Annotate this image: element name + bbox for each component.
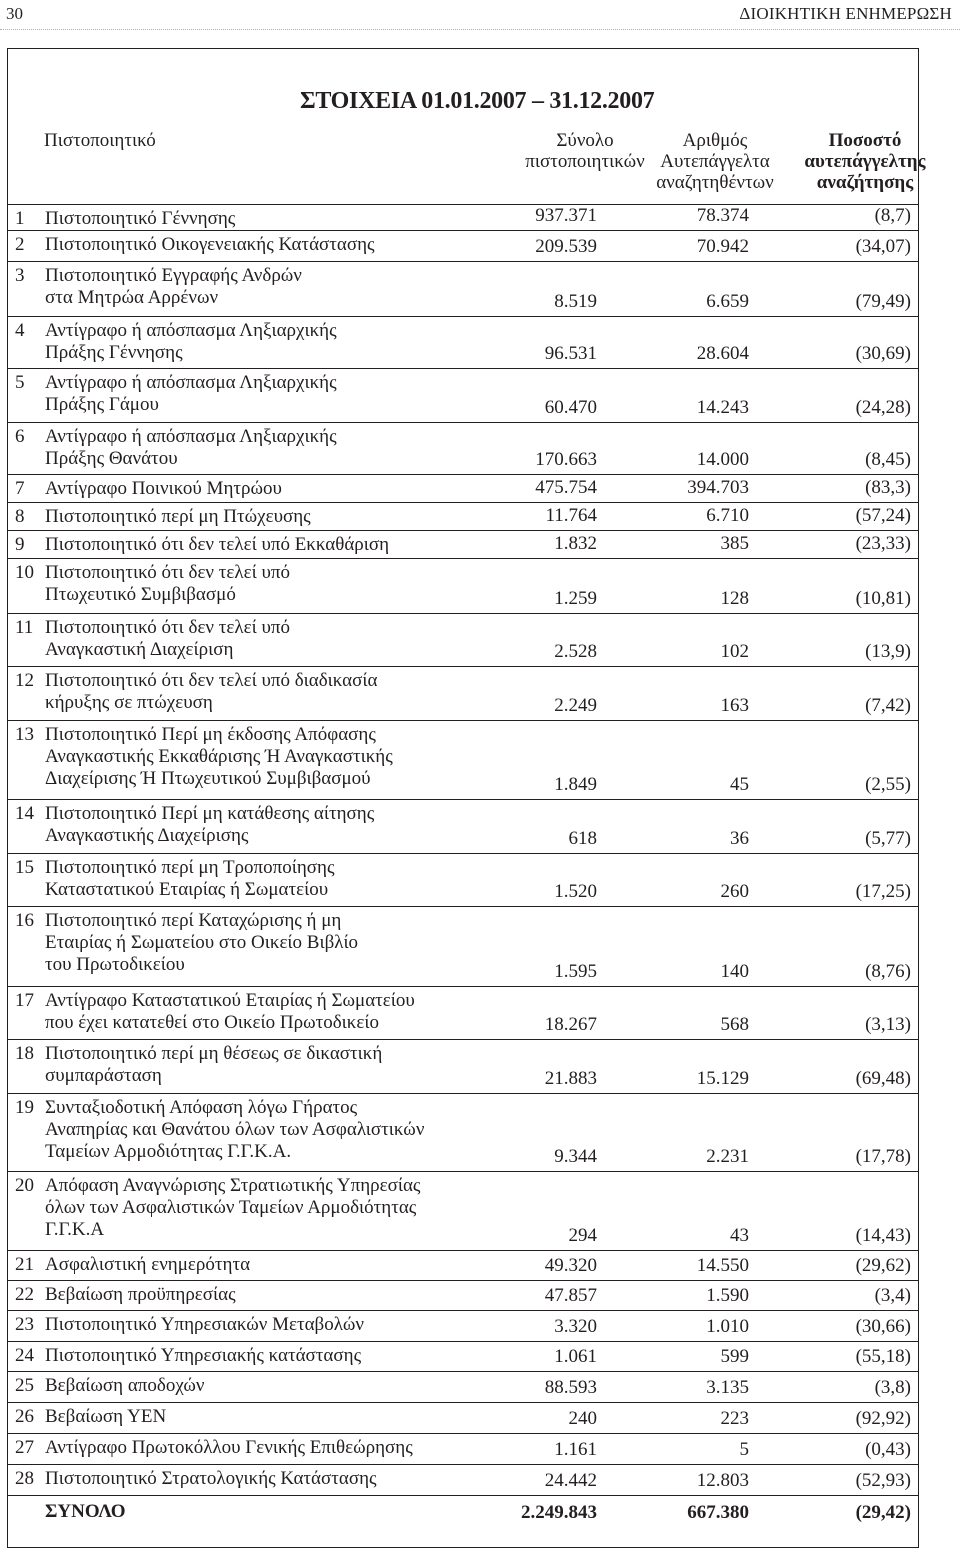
cell-total: 96.531 [544,343,597,364]
cell-auto: 28.604 [696,343,749,364]
cell-auto: 14.000 [696,449,749,470]
row-label [45,724,495,790]
row-label-line: Πιστοποιητικό ότι δεν τελεί υπό Εκκαθάριση [45,534,390,555]
row-label [45,1097,495,1163]
row-label-line: Πιστοποιητικό Περί μη έκδοσης Απόφασης [45,724,376,745]
cell-total: 240 [568,1408,597,1429]
header-auto-line: Αριθμός [682,130,748,151]
table-row [7,720,919,799]
row-label [45,506,495,528]
table-row [7,474,919,502]
table-row [7,1341,919,1371]
row-number: 10 [15,562,34,583]
cell-total: 2.249 [554,695,597,716]
row-label-line: Πιστοποιητικό ότι δεν τελεί υπό διαδικασία [45,670,378,691]
cell-total: 1.520 [554,881,597,902]
row-label [45,803,495,847]
header-total-line: Σύνολο [556,130,614,151]
cell-percent: (3,8) [874,1377,911,1398]
cell-percent: (0,43) [865,1439,911,1460]
row-number: 6 [15,426,25,447]
cell-auto: 12.803 [696,1470,749,1491]
row-label [45,208,495,230]
cell-auto: 385 [720,533,749,554]
cell-total: 21.883 [544,1068,597,1089]
row-label [45,265,495,309]
row-label-line: Συνταξιοδοτική Απόφαση λόγω Γήρατος [45,1097,358,1118]
cell-auto: 14.243 [696,397,749,418]
cell-percent: (57,24) [855,505,911,526]
cell-total: 24.442 [544,1470,597,1491]
cell-auto: 36 [730,828,749,849]
row-label-line: Αντίγραφο ή απόσπασμα Ληξιαρχικής [45,320,337,341]
row-number: 24 [15,1345,34,1366]
cell-auto: 2.231 [706,1146,749,1167]
row-label-line: Πτωχευτικό Συμβιβασμό [45,584,236,605]
table-row [7,502,919,530]
cell-auto: 3.135 [706,1377,749,1398]
row-label-line: Πιστοποιητικό Εγγραφής Ανδρών [45,265,302,286]
row-label [45,1406,495,1428]
row-label-line: Πιστοποιητικό Υπηρεσιακής κατάστασης [45,1345,362,1366]
table-row [7,1250,919,1280]
row-label [45,1345,495,1367]
header-percent [800,130,930,193]
row-number: 11 [15,617,34,638]
header-auto-line: αναζητηθέντων [656,172,774,193]
row-label [45,234,495,256]
table-row [7,1433,919,1464]
cell-total: 9.344 [554,1146,597,1167]
cell-total: 47.857 [544,1285,597,1306]
row-label [45,990,495,1034]
row-label [45,670,495,714]
row-label [45,910,495,976]
cell-total: 170.663 [535,449,597,470]
row-label-line: Αναγκαστικής Διαχείρισης [45,825,249,846]
cell-percent: (34,07) [855,236,911,257]
header-percent-line: αναζήτησης [816,172,914,193]
header-total [520,130,650,172]
cell-auto: 260 [720,881,749,902]
row-label-line: Πράξης Θανάτου [45,448,178,469]
row-label-line: στα Μητρώα Αρρένων [45,287,219,308]
header-total-line: πιστοποιητικών [525,151,645,172]
header-certificate: Πιστοποιητικό [44,130,156,151]
table-row [7,1310,919,1341]
row-label-line: Πιστοποιητικό Περί μη κατάθεσης αίτησης [45,803,375,824]
cell-auto: 163 [720,695,749,716]
row-label [45,1175,495,1241]
cell-percent: (7,42) [865,695,911,716]
row-number: 23 [15,1314,34,1335]
row-label-line: Πιστοποιητικό Γέννησης [45,208,236,229]
cell-total: 618 [568,828,597,849]
table-row [7,799,919,853]
table-row [7,1371,919,1402]
table-row [7,906,919,986]
row-number: 16 [15,910,34,931]
header-divider [0,29,960,30]
cell-total: 937.371 [535,205,597,226]
row-label [45,1043,495,1087]
row-number: 14 [15,803,34,824]
table-row [7,558,919,613]
row-label-line: Πιστοποιητικό ότι δεν τελεί υπό [45,617,290,638]
cell-auto: 14.550 [696,1255,749,1276]
table-row [7,316,919,368]
cell-percent: (13,9) [865,641,911,662]
header-percent-line: αυτεπάγγελτης [804,151,926,172]
row-label [45,320,495,364]
cell-total: 209.539 [535,236,597,257]
row-label-line: Πράξης Γέννησης [45,342,183,363]
row-label-line: Βεβαίωση ΥΕΝ [45,1406,167,1427]
table-row [7,1464,919,1495]
row-number: 21 [15,1254,34,1275]
cell-auto: 43 [730,1225,749,1246]
cell-auto: 128 [720,588,749,609]
cell-total: 1.832 [554,533,597,554]
row-label-line: Πιστοποιητικό περί μη Πτώχευσης [45,506,311,527]
row-label-line: Αντίγραφο ή απόσπασμα Ληξιαρχικής [45,372,337,393]
row-label-line: Πιστοποιητικό περί Καταχώρισης ή μη [45,910,342,931]
cell-total: 18.267 [544,1014,597,1035]
row-label [45,1375,495,1397]
cell-auto: 599 [720,1346,749,1367]
cell-total: 294 [568,1225,597,1246]
table-row [7,1039,919,1093]
cell-auto: 45 [730,774,749,795]
cell-percent: (17,78) [855,1146,911,1167]
row-label-line: όλων των Ασφαλιστικών Ταμείων Αρμοδιότητας [45,1197,417,1218]
total-sum: 2.249.843 [521,1502,597,1523]
row-label [45,1314,495,1336]
table-row [7,422,919,474]
row-label-line: Πιστοποιητικό περί μη Τροποποίησης [45,857,335,878]
row-label [45,562,495,606]
row-label-line: Βεβαίωση προϋπηρεσίας [45,1284,236,1305]
cell-percent: (24,28) [855,397,911,418]
cell-percent: (17,25) [855,881,911,902]
row-number: 7 [15,478,25,499]
page-number: 30 [6,4,23,23]
row-label-line: Γ.Γ.Κ.Α [45,1219,105,1240]
row-number: 5 [15,372,25,393]
table-row [7,613,919,666]
table-body [7,204,919,1527]
table-row [7,261,919,316]
row-label-line: Πιστοποιητικό ότι δεν τελεί υπό [45,562,290,583]
table-row [7,1171,919,1250]
total-percent: (29,42) [855,1502,911,1523]
row-label-line: Πιστοποιητικό περί μη θέσεως σε δικαστική [45,1043,383,1064]
row-label [45,478,495,500]
row-label-line: του Πρωτοδικείου [45,954,185,975]
row-number: 15 [15,857,34,878]
cell-total: 3.320 [554,1316,597,1337]
cell-auto: 6.710 [706,505,749,526]
table-row [7,853,919,906]
cell-percent: (8,76) [865,961,911,982]
row-label-line: Πιστοποιητικό Οικογενειακής Κατάστασης [45,234,375,255]
table-row [7,530,919,558]
row-number: 27 [15,1437,34,1458]
cell-percent: (30,69) [855,343,911,364]
cell-auto: 6.659 [706,291,749,312]
cell-total: 1.849 [554,774,597,795]
cell-auto: 5 [739,1439,749,1460]
table-row [7,1093,919,1171]
cell-percent: (10,81) [855,588,911,609]
running-head: ΔΙΟΙΚΗΤΙΚΗ ΕΝΗΜΕΡΩΣΗ [739,4,952,23]
row-number: 20 [15,1175,34,1196]
cell-percent: (5,77) [865,828,911,849]
cell-percent: (2,55) [865,774,911,795]
cell-percent: (29,62) [855,1255,911,1276]
row-label [45,857,495,901]
cell-percent: (3,4) [874,1285,911,1306]
total-auto: 667.380 [687,1502,749,1523]
row-label-line: κήρυξης σε πτώχευση [45,692,213,713]
cell-percent: (69,48) [855,1068,911,1089]
row-label-line: Καταστατικού Εταιρίας ή Σωματείου [45,879,329,900]
table-row [7,204,919,230]
cell-total: 88.593 [544,1377,597,1398]
row-label [45,1284,495,1306]
header-percent-line: Ποσοστό [828,130,902,151]
row-label-line: Ασφαλιστική ενημερότητα [45,1254,251,1275]
cell-auto: 1.010 [706,1316,749,1337]
cell-auto: 223 [720,1408,749,1429]
row-number: 17 [15,990,34,1011]
cell-percent: (92,92) [855,1408,911,1429]
row-label [45,534,495,556]
cell-percent: (8,7) [874,205,911,226]
row-number: 28 [15,1468,34,1489]
row-label [45,617,495,661]
cell-total: 8.519 [554,291,597,312]
row-number: 12 [15,670,34,691]
row-label-line: συμπαράσταση [45,1065,162,1086]
cell-total: 49.320 [544,1255,597,1276]
row-number: 8 [15,506,25,527]
row-label [45,1468,495,1490]
cell-auto: 15.129 [696,1068,749,1089]
row-label-line: Αναγκαστική Διαχείριση [45,639,234,660]
row-label-line: Αναπηρίας και Θανάτου όλων των Ασφαλιστικών [45,1119,425,1140]
row-number: 22 [15,1284,34,1305]
row-number: 1 [15,208,25,229]
cell-total: 475.754 [535,477,597,498]
row-number: 18 [15,1043,34,1064]
row-number: 9 [15,534,25,555]
row-label-line: που έχει κατατεθεί στο Οικείο Πρωτοδικείο [45,1012,379,1033]
cell-percent: (52,93) [855,1470,911,1491]
header-auto-line: Αυτεπάγγελτα [660,151,770,172]
table-row [7,666,919,720]
row-number: 2 [15,234,25,255]
row-label-line: Αντίγραφο Πρωτοκόλλου Γενικής Επιθεώρησης [45,1437,413,1458]
cell-auto: 102 [720,641,749,662]
table-title: ΣΤΟΙΧΕΙΑ 01.01.2007 – 31.12.2007 [300,88,655,114]
row-label-line: Ταμείων Αρμοδιότητας Γ.Γ.Κ.Α. [45,1141,292,1162]
row-label-line: Απόφαση Αναγνώρισης Στρατιωτικής Υπηρεσίας [45,1175,421,1196]
cell-percent: (79,49) [855,291,911,312]
cell-auto: 1.590 [706,1285,749,1306]
table-row [7,1280,919,1310]
row-label-line: Εταιρίας ή Σωματείου στο Οικείο Βιβλίο [45,932,359,953]
row-number: 3 [15,265,25,286]
row-number: 25 [15,1375,34,1396]
row-number: 13 [15,724,34,745]
row-label-line: Αναγκαστικής Εκκαθάρισης Ή Αναγκαστικής [45,746,393,767]
cell-total: 1.161 [554,1439,597,1460]
cell-auto: 140 [720,961,749,982]
row-label-line: Αντίγραφο Ποινικού Μητρώου [45,478,282,499]
cell-total: 2.528 [554,641,597,662]
row-label-line: Πράξης Γάμου [45,394,159,415]
cell-percent: (83,3) [865,477,911,498]
row-label-line: Βεβαίωση αποδοχών [45,1375,205,1396]
cell-total: 60.470 [544,397,597,418]
table-row [7,230,919,261]
cell-percent: (23,33) [855,533,911,554]
cell-percent: (3,13) [865,1014,911,1035]
cell-auto: 568 [720,1014,749,1035]
row-label-line: Διαχείρισης Ή Πτωχευτικού Συμβιβασμού [45,768,371,789]
cell-auto: 394.703 [687,477,749,498]
row-number: 26 [15,1406,34,1427]
row-label-line: Αντίγραφο ή απόσπασμα Ληξιαρχικής [45,426,337,447]
cell-percent: (14,43) [855,1225,911,1246]
cell-total: 11.764 [545,505,597,526]
total-label: ΣΥΝΟΛΟ [45,1501,126,1522]
row-label-line: Αντίγραφο Καταστατικού Εταιρίας ή Σωματείου [45,990,415,1011]
cell-total: 1.595 [554,961,597,982]
table-row [7,986,919,1039]
row-number: 4 [15,320,25,341]
row-label [45,1254,495,1276]
total-row [7,1495,919,1527]
cell-percent: (55,18) [855,1346,911,1367]
table-row [7,1402,919,1433]
row-label-line: Πιστοποιητικό Υπηρεσιακών Μεταβολών [45,1314,365,1335]
cell-percent: (30,66) [855,1316,911,1337]
row-label [45,1437,495,1459]
cell-percent: (8,45) [865,449,911,470]
header-auto [640,130,790,193]
row-label [45,426,495,470]
cell-auto: 70.942 [696,236,749,257]
cell-auto: 78.374 [696,205,749,226]
row-label-line: Πιστοποιητικό Στρατολογικής Κατάστασης [45,1468,377,1489]
row-number: 19 [15,1097,34,1118]
cell-total: 1.259 [554,588,597,609]
cell-total: 1.061 [554,1346,597,1367]
page-header [0,0,960,34]
table-row [7,368,919,422]
row-label [45,372,495,416]
